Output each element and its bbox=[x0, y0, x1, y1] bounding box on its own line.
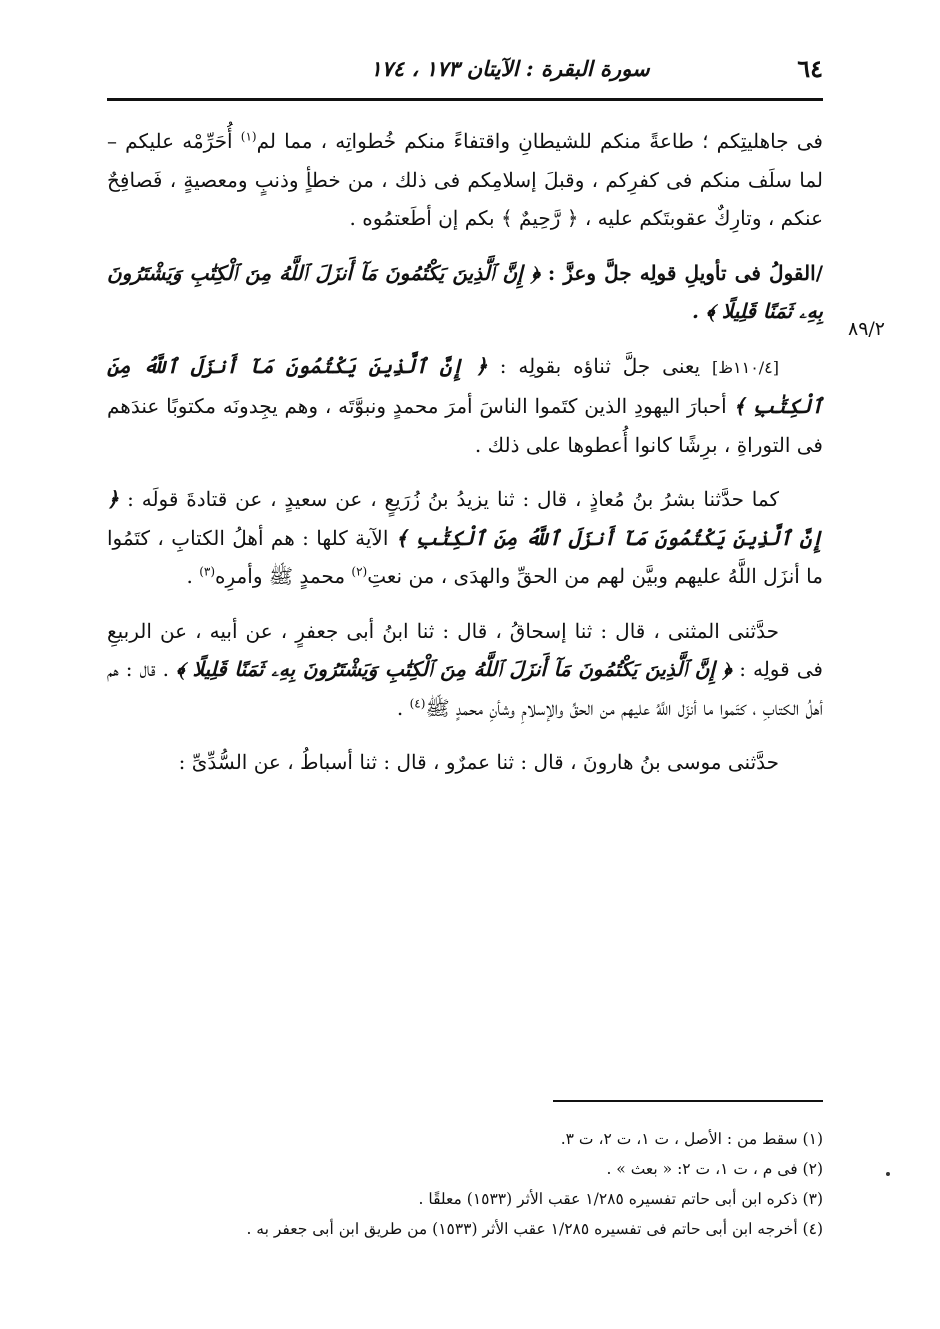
footnote-1: (١) سقط من : الأصل ، ت ١، ت ٢، ت ٣. bbox=[560, 1130, 823, 1148]
isnad-text: كما حدَّثنا بشرُ بنُ مُعاذٍ ، قال : ثنا يزيدُ بنُ زُرَيعٍ ، عن سعيدٍ ، عن قتادةَ قولَه : bbox=[127, 487, 779, 511]
page-header bbox=[107, 48, 823, 98]
paragraph-2 bbox=[107, 254, 823, 331]
section-heading: /القولُ فى تأويلِ قولِه جلَّ وعزَّ : bbox=[547, 260, 823, 285]
paragraph-text: أُحَرِّمْه عليكم – لما سلَف منكم فى كفرِكم ، وقبلَ إسلامِكم فى ذلك ، من خطأٍ وذنبٍ ومعصيةٍ ، فَصافِحٌ عنكم ، وتارِكٌ عقوبتَكم عليه ، ﴿ رَّحِيمٌ ﴾ بكم إن أطَعتمُوه . bbox=[107, 129, 823, 230]
paragraph-text: . bbox=[396, 695, 410, 720]
footnotes bbox=[140, 1124, 823, 1244]
footnote-separator bbox=[553, 1100, 823, 1102]
main-text bbox=[107, 122, 823, 798]
isnad-text: حدَّثنى موسى بنُ هارونَ ، قال : ثنا عمرٌو ، قال : ثنا أسباطُ ، عن السُّدِّىِّ : bbox=[178, 750, 779, 774]
manuscript-marker: [١١٠/٤ظ] bbox=[711, 357, 780, 377]
running-title: سورة البقرة : الآيتان ١٧٣ ، ١٧٤ bbox=[370, 56, 650, 81]
footnote-marker: (٢) bbox=[351, 564, 368, 579]
footnote-marker: (٤) bbox=[409, 695, 426, 710]
paragraph-text: محمدٍ ﷺ وأمرِه bbox=[215, 564, 352, 588]
scan-speck bbox=[886, 1172, 890, 1176]
quran-verse: ﴿ إِنَّ ٱلَّذِينَ يَكْتُمُونَ مَآ أَنزَلَ ٱللَّهُ مِنَ ٱلْكِتَٰبِ وَيَشْتَرُونَ بِهِۦ ثَمَنًا قَلِيلًا ﴾ bbox=[176, 657, 740, 681]
footnote-marker: (٣) bbox=[199, 564, 216, 579]
paragraph-4 bbox=[107, 480, 823, 596]
page-number: ٦٤ bbox=[797, 54, 823, 83]
paragraph-6 bbox=[107, 743, 823, 782]
paragraph-text: يعنى جلَّ ثناؤه بقولِه : bbox=[499, 353, 712, 378]
footnote-marker: (١) bbox=[240, 129, 257, 144]
paragraph-text: . bbox=[186, 564, 200, 588]
isnad-text: حدَّثنى المثنى ، قال : ثنا إسحاقُ ، قال : ثنا ابنُ أبى جعفرٍ ، عن أبيه ، عن الربيعِ فى قولِه : bbox=[107, 618, 823, 681]
paragraph-text: الآية كلها : هم أهلُ الكتابِ ، كتَمُوا ما أنزَل اللَّهُ عليهم وبيَّن لهم من الحقِّ والهدَى ، من نعتِ bbox=[107, 525, 823, 588]
quran-verse: ﴿ إِنَّ ٱلَّذِينَ يَكْتُمُونَ مَآ أَنزَلَ ٱللَّهُ مِنَ ٱلْكِتَٰبِ وَيَشْتَرُونَ بِهِۦ ثَمَنًا قَلِيلًا ﴾ . bbox=[107, 260, 823, 323]
paragraph-text: أحبارَ اليهودِ الذين كتَموا الناسَ أمرَ محمدٍ ونبوَّتَه ، وهم يجِدونَه مكتوبًا عندَهم فى التوراةِ ، برِشًا كانوا أُعطوها على ذلك . bbox=[107, 394, 823, 457]
quran-verse: ﴿ إِنَّ ٱلَّذِينَ يَكْتُمُونَ مَآ أَنزَلَ ٱللَّهُ مِنَ ٱلْكِتَٰبِ ﴾ bbox=[107, 353, 823, 418]
paragraph-5 bbox=[107, 612, 823, 728]
footnote-3: (٣) ذكره ابن أبى حاتم تفسيره ١/٢٨٥ عقب الأثر (١٥٣٣) معلقًا . bbox=[418, 1190, 823, 1208]
quran-verse: ﴿ إِنَّ ٱلَّذِينَ يَكْتُمُونَ مَآ أَنزَلَ ٱللَّهُ مِنَ ٱلْكِتَٰبِ ﴾ bbox=[107, 487, 824, 550]
paragraph-text: فى جاهليتِكم ؛ طاعةً منكم للشيطانِ واقتفاءً منكم خُطواتِه ، مما لم bbox=[256, 129, 823, 153]
footnote-4: (٤) أخرجه ابن أبى حاتم فى تفسيره ١/٢٨٥ عقب الأثر (١٥٣٣) من طريق ابن أبى جعفر به . bbox=[246, 1220, 823, 1238]
margin-reference: ٨٩/٢ bbox=[848, 318, 886, 340]
paragraph-text: . قال : هم أهلُ الكتابِ ، كتَموا ما أنزَل اللَّهُ عليهم من الحقِّ والإسلامِ وشأنِ محمدٍ ﷺ bbox=[107, 657, 823, 720]
paragraph-1 bbox=[107, 122, 823, 238]
paragraph-3 bbox=[107, 347, 823, 465]
footnote-2: (٢) فى م ، ت ١، ت ٢: « بعث » . bbox=[606, 1160, 823, 1178]
header-rule bbox=[107, 98, 823, 101]
